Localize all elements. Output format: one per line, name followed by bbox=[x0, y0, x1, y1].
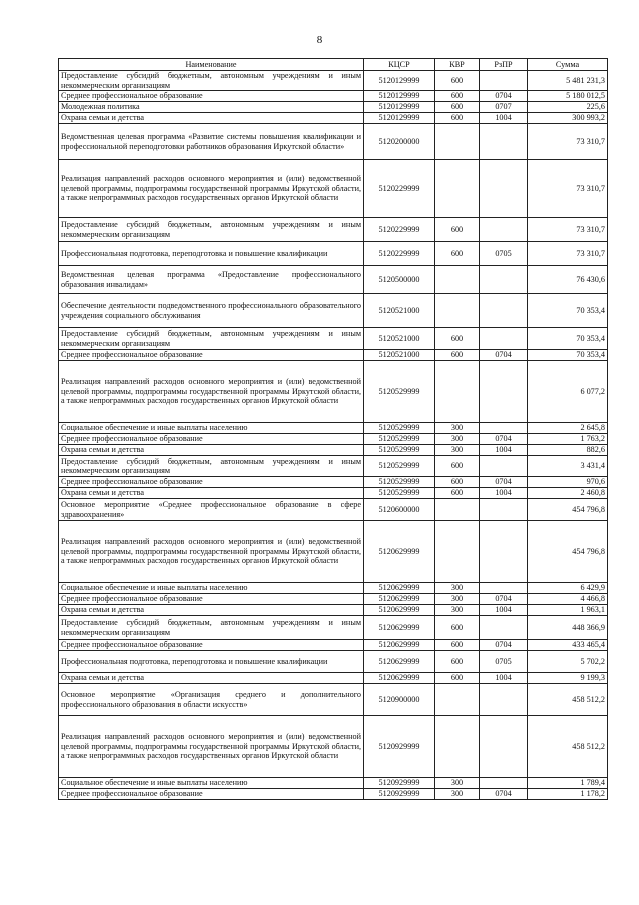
cell-rzpr bbox=[480, 124, 528, 160]
cell-kcsr: 5120629999 bbox=[364, 521, 435, 583]
cell-kcsr: 5120929999 bbox=[364, 716, 435, 778]
cell-sum: 76 430,6 bbox=[528, 266, 608, 294]
table-row bbox=[59, 594, 608, 605]
cell-kcsr: 5120529999 bbox=[364, 434, 435, 445]
cell-sum: 970,6 bbox=[528, 477, 608, 488]
table-row bbox=[59, 328, 608, 350]
cell-sum: 225,6 bbox=[528, 102, 608, 113]
cell-rzpr: 0704 bbox=[480, 594, 528, 605]
column-header-kvr: КВР bbox=[435, 59, 480, 71]
cell-rzpr bbox=[480, 71, 528, 91]
cell-name: Реализация направлений расходов основного мероприятия и (или) ведомственной целевой программы, подпрограммы государственной программы Иркутской области, а также непрограммных расходов государственных органов Иркутской области bbox=[59, 521, 364, 583]
cell-name: Охрана семьи и детства bbox=[59, 445, 364, 456]
cell-rzpr bbox=[480, 294, 528, 328]
cell-name: Среднее профессиональное образование bbox=[59, 434, 364, 445]
cell-kcsr: 5120529999 bbox=[364, 477, 435, 488]
column-header-sum: Сумма bbox=[528, 59, 608, 71]
cell-kcsr: 5120629999 bbox=[364, 673, 435, 684]
cell-rzpr bbox=[480, 684, 528, 716]
cell-kvr bbox=[435, 124, 480, 160]
cell-sum: 73 310,7 bbox=[528, 242, 608, 266]
page-number: 8 bbox=[316, 34, 323, 46]
cell-kcsr: 5120529999 bbox=[364, 488, 435, 499]
table-row bbox=[59, 294, 608, 328]
cell-kvr bbox=[435, 684, 480, 716]
table-row bbox=[59, 113, 608, 124]
cell-name: Ведомственная целевая программа «Развитие системы повышения квалификации и профессиональной переподготовки работников образования Иркутской области» bbox=[59, 124, 364, 160]
cell-rzpr: 1004 bbox=[480, 673, 528, 684]
cell-kcsr: 5120229999 bbox=[364, 218, 435, 242]
cell-sum: 73 310,7 bbox=[528, 160, 608, 218]
cell-kvr: 300 bbox=[435, 445, 480, 456]
budget-table bbox=[58, 58, 608, 800]
cell-sum: 3 431,4 bbox=[528, 456, 608, 477]
cell-name: Охрана семьи и детства bbox=[59, 113, 364, 124]
table-row bbox=[59, 605, 608, 616]
cell-rzpr: 0707 bbox=[480, 102, 528, 113]
cell-kvr: 600 bbox=[435, 640, 480, 651]
cell-kcsr: 5120529999 bbox=[364, 361, 435, 423]
cell-name: Охрана семьи и детства bbox=[59, 488, 364, 499]
cell-sum: 433 465,4 bbox=[528, 640, 608, 651]
cell-kcsr: 5120200000 bbox=[364, 124, 435, 160]
cell-name: Профессиональная подготовка, переподготовка и повышение квалификации bbox=[59, 651, 364, 673]
cell-kcsr: 5120629999 bbox=[364, 640, 435, 651]
cell-kvr: 600 bbox=[435, 71, 480, 91]
cell-rzpr bbox=[480, 583, 528, 594]
table-row bbox=[59, 242, 608, 266]
cell-kvr bbox=[435, 499, 480, 521]
cell-sum: 73 310,7 bbox=[528, 218, 608, 242]
table-row bbox=[59, 477, 608, 488]
cell-kvr bbox=[435, 521, 480, 583]
cell-name: Молодежная политика bbox=[59, 102, 364, 113]
cell-kvr bbox=[435, 160, 480, 218]
cell-sum: 2 645,8 bbox=[528, 423, 608, 434]
cell-kvr: 300 bbox=[435, 594, 480, 605]
header-row bbox=[59, 59, 608, 71]
cell-kcsr: 5120900000 bbox=[364, 684, 435, 716]
cell-name: Профессиональная подготовка, переподготовка и повышение квалификации bbox=[59, 242, 364, 266]
cell-rzpr bbox=[480, 456, 528, 477]
cell-sum: 70 353,4 bbox=[528, 350, 608, 361]
table-row bbox=[59, 102, 608, 113]
cell-sum: 1 763,2 bbox=[528, 434, 608, 445]
cell-rzpr: 0704 bbox=[480, 434, 528, 445]
cell-sum: 9 199,3 bbox=[528, 673, 608, 684]
cell-sum: 1 178,2 bbox=[528, 789, 608, 800]
cell-rzpr: 1004 bbox=[480, 113, 528, 124]
cell-kcsr: 5120129999 bbox=[364, 91, 435, 102]
cell-kvr: 600 bbox=[435, 350, 480, 361]
cell-name: Предоставление субсидий бюджетным, автономным учреждениям и иным некоммерческим организациям bbox=[59, 71, 364, 91]
column-header-rzpr: РзПР bbox=[480, 59, 528, 71]
table-row bbox=[59, 266, 608, 294]
table-row bbox=[59, 434, 608, 445]
cell-rzpr bbox=[480, 716, 528, 778]
cell-kvr: 600 bbox=[435, 91, 480, 102]
cell-name: Среднее профессиональное образование bbox=[59, 640, 364, 651]
cell-kvr bbox=[435, 716, 480, 778]
cell-name: Реализация направлений расходов основного мероприятия и (или) ведомственной целевой программы, подпрограммы государственной программы Иркутской области, а также непрограммных расходов государственных органов Иркутской области bbox=[59, 361, 364, 423]
cell-name: Среднее профессиональное образование bbox=[59, 477, 364, 488]
table-row bbox=[59, 651, 608, 673]
cell-rzpr bbox=[480, 521, 528, 583]
table-row bbox=[59, 91, 608, 102]
cell-rzpr bbox=[480, 266, 528, 294]
cell-name: Предоставление субсидий бюджетным, автономным учреждениям и иным некоммерческим организациям bbox=[59, 616, 364, 640]
cell-kvr: 300 bbox=[435, 583, 480, 594]
table-row bbox=[59, 640, 608, 651]
table-row bbox=[59, 616, 608, 640]
cell-sum: 5 180 012,5 bbox=[528, 91, 608, 102]
cell-rzpr bbox=[480, 423, 528, 434]
cell-name: Основное мероприятие «Среднее профессиональное образование в сфере здравоохранения» bbox=[59, 499, 364, 521]
cell-kvr: 600 bbox=[435, 673, 480, 684]
cell-kvr: 600 bbox=[435, 488, 480, 499]
cell-kvr: 600 bbox=[435, 102, 480, 113]
cell-kcsr: 5120129999 bbox=[364, 113, 435, 124]
cell-sum: 448 366,9 bbox=[528, 616, 608, 640]
cell-kvr: 600 bbox=[435, 456, 480, 477]
cell-sum: 1 963,1 bbox=[528, 605, 608, 616]
cell-name: Предоставление субсидий бюджетным, автономным учреждениям и иным некоммерческим организациям bbox=[59, 328, 364, 350]
cell-sum: 4 466,8 bbox=[528, 594, 608, 605]
cell-kcsr: 5120129999 bbox=[364, 102, 435, 113]
table-row bbox=[59, 160, 608, 218]
cell-sum: 6 077,2 bbox=[528, 361, 608, 423]
cell-rzpr bbox=[480, 616, 528, 640]
table-row bbox=[59, 218, 608, 242]
cell-kcsr: 5120529999 bbox=[364, 423, 435, 434]
cell-kcsr: 5120529999 bbox=[364, 456, 435, 477]
cell-kcsr: 5120929999 bbox=[364, 778, 435, 789]
cell-kcsr: 5120129999 bbox=[364, 71, 435, 91]
cell-rzpr bbox=[480, 328, 528, 350]
cell-kcsr: 5120600000 bbox=[364, 499, 435, 521]
cell-sum: 2 460,8 bbox=[528, 488, 608, 499]
cell-kvr: 600 bbox=[435, 242, 480, 266]
cell-name: Предоставление субсидий бюджетным, автономным учреждениям и иным некоммерческим организациям bbox=[59, 456, 364, 477]
table-row bbox=[59, 71, 608, 91]
cell-name: Ведомственная целевая программа «Предоставление профессионального образования инвалидам» bbox=[59, 266, 364, 294]
cell-sum: 454 796,8 bbox=[528, 521, 608, 583]
table-row bbox=[59, 499, 608, 521]
cell-rzpr: 0705 bbox=[480, 242, 528, 266]
cell-rzpr bbox=[480, 160, 528, 218]
cell-kcsr: 5120521000 bbox=[364, 350, 435, 361]
column-header-name: Наименование bbox=[59, 59, 364, 71]
cell-kvr bbox=[435, 361, 480, 423]
cell-name: Среднее профессиональное образование bbox=[59, 789, 364, 800]
table-row bbox=[59, 716, 608, 778]
cell-sum: 70 353,4 bbox=[528, 294, 608, 328]
cell-kvr: 300 bbox=[435, 434, 480, 445]
cell-name: Реализация направлений расходов основного мероприятия и (или) ведомственной целевой программы, подпрограммы государственной программы Иркутской области, а также непрограммных расходов государственных органов Иркутской области bbox=[59, 716, 364, 778]
cell-kvr: 600 bbox=[435, 328, 480, 350]
cell-sum: 458 512,2 bbox=[528, 716, 608, 778]
table-header bbox=[59, 59, 608, 71]
cell-kcsr: 5120229999 bbox=[364, 242, 435, 266]
cell-name: Среднее профессиональное образование bbox=[59, 350, 364, 361]
cell-sum: 1 789,4 bbox=[528, 778, 608, 789]
cell-kcsr: 5120629999 bbox=[364, 605, 435, 616]
cell-kvr: 300 bbox=[435, 605, 480, 616]
cell-kcsr: 5120521000 bbox=[364, 328, 435, 350]
cell-kvr: 600 bbox=[435, 113, 480, 124]
cell-sum: 5 481 231,3 bbox=[528, 71, 608, 91]
table-row bbox=[59, 124, 608, 160]
cell-name: Социальное обеспечение и иные выплаты населению bbox=[59, 778, 364, 789]
cell-kvr bbox=[435, 294, 480, 328]
cell-rzpr: 0704 bbox=[480, 640, 528, 651]
cell-kvr: 600 bbox=[435, 477, 480, 488]
cell-kcsr: 5120521000 bbox=[364, 294, 435, 328]
cell-sum: 70 353,4 bbox=[528, 328, 608, 350]
cell-rzpr: 0705 bbox=[480, 651, 528, 673]
table-row bbox=[59, 445, 608, 456]
cell-name: Предоставление субсидий бюджетным, автономным учреждениям и иным некоммерческим организациям bbox=[59, 218, 364, 242]
cell-kcsr: 5120529999 bbox=[364, 445, 435, 456]
cell-name: Среднее профессиональное образование bbox=[59, 91, 364, 102]
cell-sum: 300 993,2 bbox=[528, 113, 608, 124]
cell-kvr: 300 bbox=[435, 778, 480, 789]
cell-kcsr: 5120629999 bbox=[364, 594, 435, 605]
cell-rzpr: 0704 bbox=[480, 789, 528, 800]
table-row bbox=[59, 350, 608, 361]
table-row bbox=[59, 778, 608, 789]
table-row bbox=[59, 521, 608, 583]
cell-kvr: 600 bbox=[435, 616, 480, 640]
cell-rzpr: 0704 bbox=[480, 477, 528, 488]
cell-name: Социальное обеспечение и иные выплаты населению bbox=[59, 583, 364, 594]
table-row bbox=[59, 789, 608, 800]
cell-kvr: 600 bbox=[435, 218, 480, 242]
table-row bbox=[59, 488, 608, 499]
cell-kvr bbox=[435, 266, 480, 294]
cell-rzpr bbox=[480, 499, 528, 521]
cell-name: Охрана семьи и детства bbox=[59, 673, 364, 684]
cell-name: Основное мероприятие «Организация среднего и дополнительного профессионального образования в области искусств» bbox=[59, 684, 364, 716]
cell-rzpr bbox=[480, 778, 528, 789]
cell-kvr: 300 bbox=[435, 423, 480, 434]
table-row bbox=[59, 361, 608, 423]
cell-rzpr: 1004 bbox=[480, 445, 528, 456]
table-row bbox=[59, 684, 608, 716]
cell-kcsr: 5120629999 bbox=[364, 651, 435, 673]
table-row bbox=[59, 583, 608, 594]
cell-kcsr: 5120229999 bbox=[364, 160, 435, 218]
cell-kcsr: 5120629999 bbox=[364, 583, 435, 594]
cell-kvr: 300 bbox=[435, 789, 480, 800]
cell-rzpr bbox=[480, 218, 528, 242]
cell-name: Охрана семьи и детства bbox=[59, 605, 364, 616]
cell-kcsr: 5120929999 bbox=[364, 789, 435, 800]
cell-rzpr bbox=[480, 361, 528, 423]
cell-name: Социальное обеспечение и иные выплаты населению bbox=[59, 423, 364, 434]
cell-sum: 882,6 bbox=[528, 445, 608, 456]
cell-name: Реализация направлений расходов основного мероприятия и (или) ведомственной целевой программы, подпрограммы государственной программы Иркутской области, а также непрограммных расходов государственных органов Иркутской области bbox=[59, 160, 364, 218]
table-row bbox=[59, 456, 608, 477]
cell-sum: 458 512,2 bbox=[528, 684, 608, 716]
cell-sum: 454 796,8 bbox=[528, 499, 608, 521]
cell-rzpr: 1004 bbox=[480, 488, 528, 499]
cell-sum: 6 429,9 bbox=[528, 583, 608, 594]
table-row bbox=[59, 673, 608, 684]
cell-rzpr: 0704 bbox=[480, 350, 528, 361]
cell-rzpr: 1004 bbox=[480, 605, 528, 616]
cell-sum: 5 702,2 bbox=[528, 651, 608, 673]
cell-name: Обеспечение деятельности подведомственного профессионального образовательного учреждения социального обслуживания bbox=[59, 294, 364, 328]
cell-name: Среднее профессиональное образование bbox=[59, 594, 364, 605]
cell-sum: 73 310,7 bbox=[528, 124, 608, 160]
cell-kcsr: 5120500000 bbox=[364, 266, 435, 294]
table-body bbox=[59, 71, 608, 800]
table-row bbox=[59, 423, 608, 434]
cell-rzpr: 0704 bbox=[480, 91, 528, 102]
cell-kvr: 600 bbox=[435, 651, 480, 673]
cell-kcsr: 5120629999 bbox=[364, 616, 435, 640]
column-header-kcsr: КЦСР bbox=[364, 59, 435, 71]
